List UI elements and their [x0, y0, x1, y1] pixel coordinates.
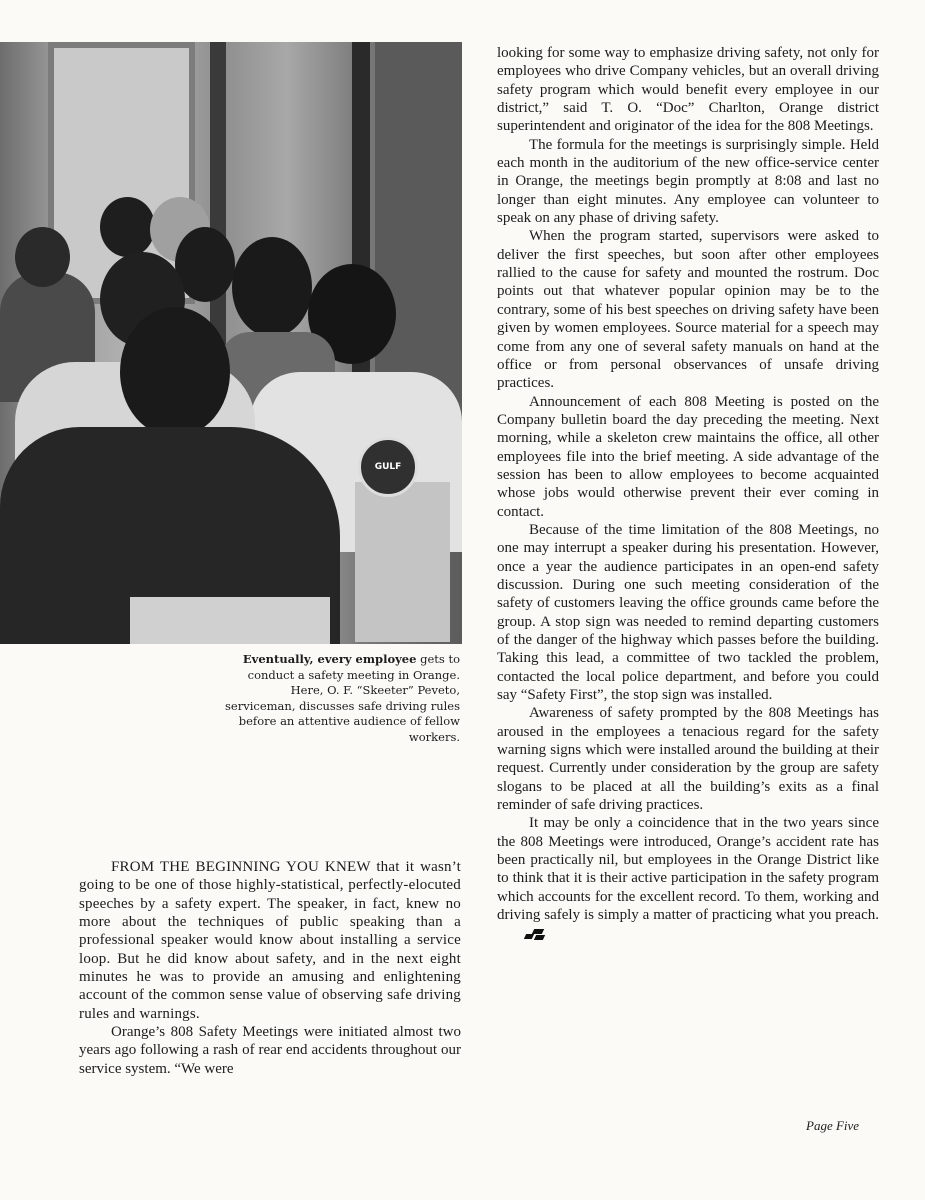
caption-text: gets to conduct a safety meeting in Orange. Here, O. F. “Skeeter” Peveto, serviceman, discusses safe driving rules before an attentive audience of fellow workers.	[225, 652, 460, 744]
paragraph: The formula for the meetings is surprisingly simple. Held each month in the auditorium of the new office-service center in Orange, the meetings begin promptly at 8:08 and last no longer than eight minutes. Any employee can volunteer to speak on any phase of driving safety.	[497, 136, 879, 227]
meeting-photo	[0, 42, 462, 644]
left-column	[79, 858, 461, 1078]
last-paragraph	[497, 814, 879, 942]
caption-lead: Eventually, every employee	[242, 652, 417, 666]
paragraph: It may be only a coincidence that in the two years since the 808 Meetings were introduced, Orange’s accident rate has been practically nil, but employees in the Orange District like to think that it is their active participation in the safety program which accounts for the excellent record. To them, working and driving safely is simply a matter of practicing what you preach.	[497, 815, 879, 924]
paragraph: Orange’s 808 Safety Meetings were initiated almost two years ago following a rash of rear end accidents throughout our service system. “We were	[79, 1024, 461, 1077]
end-mark-icon	[523, 928, 545, 940]
paragraph: looking for some way to emphasize driving safety, not only for employees who drive Company vehicles, but an overall driving safety program which would benefit every employee in our district,” said T. O. “Doc” Charlton, Orange district superintendent and originator of the idea for the 808 Meetings.	[497, 45, 879, 135]
paragraph: When the program started, supervisors were asked to deliver the first speeches, but soon after other employees rallied to the cause for safety and mounted the rostrum. Doc points out that whatever popular opinion may be to the contrary, some of his best speeches on driving safety have been given by women employees. Source material for a speech may come from any one of several safety manuals on hand at the office or from personal observances of unsafe driving practices.	[497, 228, 879, 392]
paragraph: FROM THE BEGINNING YOU KNEW that it wasn’t going to be one of those highly-statistical, perfectly-elocuted speeches by a safety expert. The speaker, in fact, knew no more about the techniques of public speaking than a professional speaker would know about installing a service loop. But he did know about safety, and in the next eight minutes he was to provide an amusing and enlightening account of the common sense value of observing safe driving rules and warnings.	[79, 859, 461, 1022]
gulf-badge: GULF	[358, 437, 418, 497]
paragraph: Because of the time limitation of the 808 Meetings, no one may interrupt a speaker during his presentation. However, once a year the audience participates in an open-end safety discussion. During one such meeting consideration of the safety of customers leaving the office grounds came before the group. A stop sign was needed to remind departing customers of the danger of the highway which passes before the building. Taking this lead, a committee of two tackled the problem, contacted the local police department, and before you could say “Safety First”, the stop sign was installed.	[497, 521, 879, 704]
paragraph: Announcement of each 808 Meeting is posted on the Company bulletin board the day preceding the meeting. Next morning, while a skeleton crew maintains the office, all other employees file into the brief meeting. A side advantage of the session has been to allow employees to become acquainted whose jobs would otherwise prevent their ever coming in contact.	[497, 393, 879, 520]
right-column	[497, 44, 879, 943]
page-number: Page Five	[806, 1118, 860, 1133]
photo-caption	[222, 652, 460, 746]
paragraph: Awareness of safety prompted by the 808 Meetings has aroused in the employees a tenacious regard for the safety warning signs which were installed around the building at their request. Currently under consideration by the group are safety slogans to be placed at all the building’s exits as a final reminder of safe driving practices.	[497, 705, 879, 814]
